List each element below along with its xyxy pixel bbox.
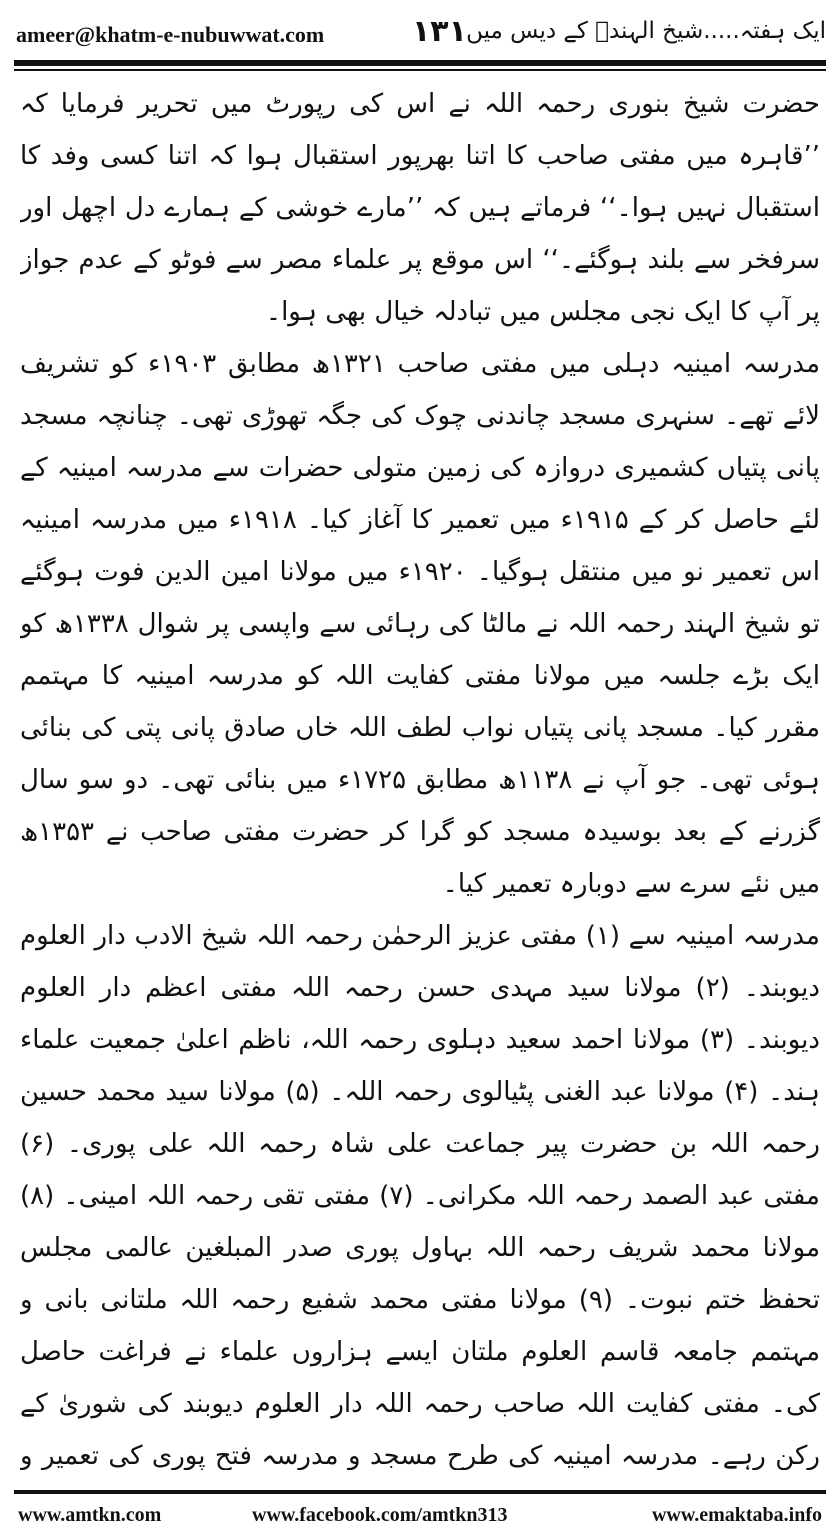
body-paragraph-3: مدرسہ امینیہ سے (۱) مفتی عزیز الرحمٰن رحمہ اللہ شیخ الادب دار العلوم دیوبند۔ (۲) مولانا سید مہدی حسن رحمہ اللہ مفتی اعظم دار العلوم دیوبند۔ (۳) مولانا احمد سعید دہلوی رحمہ اللہ، ناظم اعلیٰ جمعیت علماء ہند۔ (۴) مولانا عبد الغنی پٹیالوی رحمہ اللہ۔ (۵) مولانا سید محمد حسین رحمہ اللہ بن حضرت پیر جماعت علی شاہ رحمہ اللہ علی پوری۔ (۶) مفتی عبد الصمد رحمہ اللہ مکرانی۔ (۷) مفتی تقی رحمہ اللہ امینی۔ (۸) مولانا محمد شریف رحمہ اللہ بہاول پوری صدر المبلغین عالمی مجلس تحفظ ختم نبوت۔ (۹) مولانا مفتی محمد شفیع رحمہ اللہ ملتانی بانی و مہتمم جامعہ قاسم العلوم ملتان ایسے ہزاروں علماء نے فراغت حاصل کی۔ مفتی کفایت اللہ صاحب رحمہ اللہ دار العلوم دیوبند کی شوریٰ کے رکن رہے۔ مدرسہ امینیہ کی طرح مسجد و مدرسہ فتح پوری کی تعمیر و bbox=[20, 921, 820, 1470]
header-rule-thin bbox=[14, 69, 826, 71]
footer-link-emaktaba[interactable]: www.emaktaba.info bbox=[651, 1504, 822, 1526]
header-rule-thick bbox=[14, 60, 826, 66]
header-email[interactable]: ameer@khatm-e-nubuwwat.com bbox=[16, 22, 325, 47]
footer-link-website[interactable]: www.amtkn.com bbox=[18, 1504, 162, 1526]
page-body bbox=[20, 78, 820, 1470]
running-title: ایک ہفتہ.....شیخ الہندؒ کے دیس میں bbox=[466, 18, 826, 44]
footer-rule bbox=[14, 1490, 826, 1494]
body-paragraph-2: مدرسہ امینیہ دہلی میں مفتی صاحب ۱۳۲۱ھ مطابق ۱۹۰۳ء کو تشریف لائے تھے۔ سنہری مسجد چاندنی چوک کی جگہ تھوڑی تھی۔ چنانچہ مسجد پانی پتیاں کشمیری دروازہ کی زمین متولی حضرات سے مدرسہ امینیہ کے لئے حاصل کر کے ۱۹۱۵ء میں تعمیر کا آغاز کیا۔ ۱۹۱۸ء میں مدرسہ امینیہ اس تعمیر نو میں منتقل ہوگیا۔ ۱۹۲۰ء میں مولانا امین الدین فوت ہوگئے تو شیخ الہند رحمہ اللہ نے مالٹا کی رہائی سے واپسی پر شوال ۱۳۳۸ھ کو ایک بڑے جلسہ میں مولانا مفتی کفایت اللہ کو مدرسہ امینیہ کا مہتمم مقرر کیا۔ مسجد پانی پتیاں نواب لطف اللہ خاں صادق پانی پتی کی بنائی ہوئی تھی۔ جو آپ نے ۱۱۳۸ھ مطابق ۱۷۲۵ء میں بنائی تھی۔ دو سو سال گزرنے کے بعد بوسیدہ مسجد کو گرا کر حضرت مفتی صاحب نے ۱۳۵۳ھ میں نئے سرے سے دوبارہ تعمیر کیا۔ bbox=[20, 349, 820, 899]
footer-link-facebook[interactable]: www.facebook.com/amtkn313 bbox=[252, 1504, 508, 1526]
page-number: ۱۳۱ bbox=[412, 14, 467, 49]
page-footer bbox=[14, 1500, 826, 1532]
body-paragraph-1: حضرت شیخ بنوری رحمہ اللہ نے اس کی رپورٹ میں تحریر فرمایا کہ ’’قاہرہ میں مفتی صاحب کا اتنا بھرپور استقبال ہوا کہ اتنا کسی وفد کا استقبال نہیں ہوا۔‘‘ فرماتے ہیں کہ ’’مارے خوشی کے ہمارے دل اچھل اور سرفخر سے بلند ہوگئے۔‘‘ اس موقع پر علماء مصر سے فوٹو کے عدم جواز پر آپ کا ایک نجی مجلس میں تبادلہ خیال بھی ہوا۔ bbox=[20, 89, 820, 327]
page-header bbox=[14, 8, 826, 58]
